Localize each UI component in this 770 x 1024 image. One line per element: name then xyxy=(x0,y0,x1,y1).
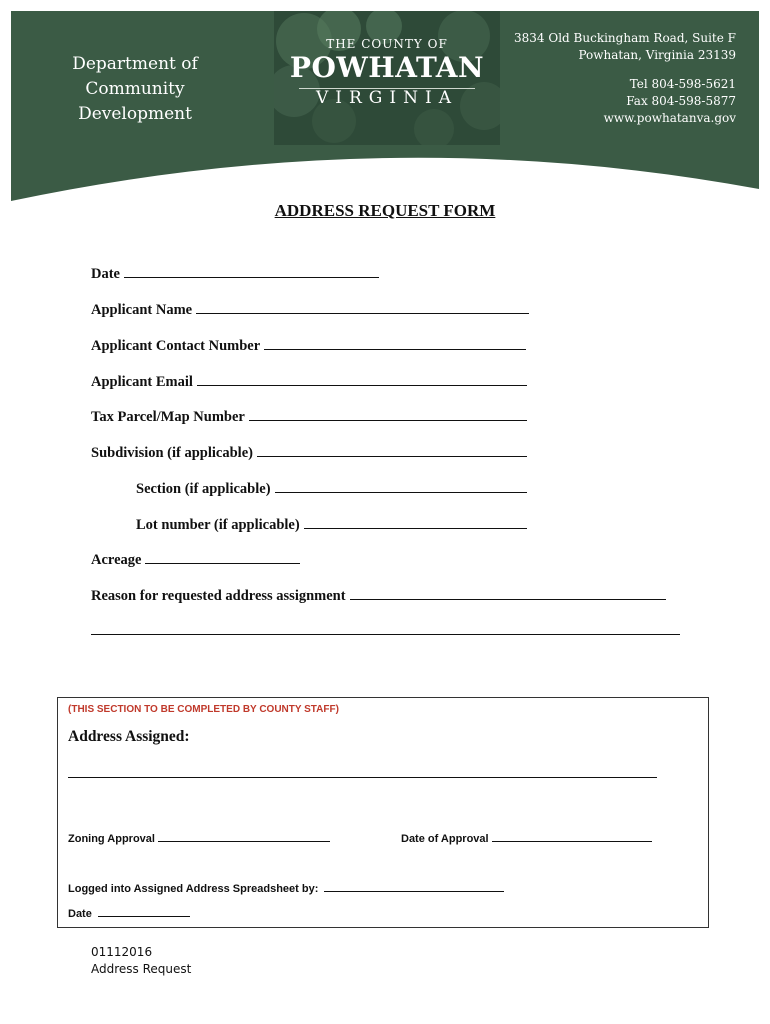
county-staff-section xyxy=(57,697,709,928)
tax-parcel-field[interactable] xyxy=(91,406,527,426)
department-line-2: Community xyxy=(85,79,185,99)
department-line-1: Department of xyxy=(72,54,198,74)
contact-number-input-line[interactable] xyxy=(264,335,526,350)
acreage-input-line[interactable] xyxy=(145,549,300,564)
date-of-approval-input-line[interactable] xyxy=(492,830,652,842)
logged-by-field[interactable] xyxy=(68,880,504,895)
fax: Fax 804-598-5877 xyxy=(626,94,736,108)
email-field[interactable] xyxy=(91,371,527,391)
reason-label: Reason for requested address assignment xyxy=(91,588,346,604)
address-assigned-input-line[interactable] xyxy=(68,777,657,778)
staff-section-note: (THIS SECTION TO BE COMPLETED BY COUNTY STAFF) xyxy=(68,704,339,715)
address-line-2: Powhatan, Virginia 23139 xyxy=(578,48,736,62)
zoning-approval-label: Zoning Approval xyxy=(68,833,155,845)
acreage-field[interactable] xyxy=(91,549,300,569)
section-label: Section (if applicable) xyxy=(136,481,271,497)
address-assigned-label: Address Assigned: xyxy=(68,728,190,745)
subdivision-input-line[interactable] xyxy=(257,442,527,457)
logo-virginia: VIRGINIA xyxy=(316,88,458,108)
zoning-approval-input-line[interactable] xyxy=(158,830,330,842)
contact-block xyxy=(514,30,736,127)
acreage-label: Acreage xyxy=(91,552,142,568)
website-link[interactable]: www.powhatanva.gov xyxy=(603,111,736,125)
lot-number-field[interactable] xyxy=(136,514,527,534)
date-of-approval-label: Date of Approval xyxy=(401,833,489,845)
footer-code: 01112016 xyxy=(91,945,153,959)
logged-by-label: Logged into Assigned Address Spreadsheet by: xyxy=(68,883,319,895)
email-input-line[interactable] xyxy=(197,371,527,386)
applicant-name-label: Applicant Name xyxy=(91,302,193,318)
tax-parcel-label: Tax Parcel/Map Number xyxy=(91,409,245,425)
applicant-name-input-line[interactable] xyxy=(196,299,529,314)
contact-number-label: Applicant Contact Number xyxy=(91,338,261,354)
reason-input-line[interactable] xyxy=(350,585,666,600)
contact-number-field[interactable] xyxy=(91,335,526,355)
subdivision-field[interactable] xyxy=(91,442,527,462)
subdivision-label: Subdivision (if applicable) xyxy=(91,445,253,461)
logo-county-of: THE COUNTY OF xyxy=(326,37,448,51)
footer-label: Address Request xyxy=(91,962,192,976)
zoning-approval-field[interactable] xyxy=(68,830,330,845)
staff-date-field[interactable] xyxy=(68,905,190,920)
footer xyxy=(91,944,191,978)
staff-date-input-line[interactable] xyxy=(98,905,190,917)
section-field[interactable] xyxy=(136,478,527,498)
department-name xyxy=(40,52,230,127)
lot-number-input-line[interactable] xyxy=(304,514,527,529)
lot-number-label: Lot number (if applicable) xyxy=(136,517,300,533)
date-label: Date xyxy=(91,266,120,282)
logged-by-input-line[interactable] xyxy=(324,880,504,892)
logo-powhatan: POWHATAN xyxy=(289,51,485,84)
reason-field[interactable] xyxy=(91,585,666,605)
telephone: Tel 804-598-5621 xyxy=(629,77,736,91)
date-input-line[interactable] xyxy=(124,263,379,278)
email-label: Applicant Email xyxy=(91,374,193,390)
reason-continuation-line[interactable] xyxy=(91,634,680,635)
date-field[interactable] xyxy=(91,263,379,283)
department-line-3: Development xyxy=(78,104,192,124)
address-line-1: 3834 Old Buckingham Road, Suite F xyxy=(514,31,736,45)
county-logo xyxy=(274,11,500,145)
date-of-approval-field[interactable] xyxy=(401,830,652,845)
tax-parcel-input-line[interactable] xyxy=(249,406,527,421)
staff-date-label: Date xyxy=(68,908,92,920)
applicant-name-field[interactable] xyxy=(91,299,529,319)
section-input-line[interactable] xyxy=(275,478,527,493)
form-title: ADDRESS REQUEST FORM xyxy=(274,201,496,220)
